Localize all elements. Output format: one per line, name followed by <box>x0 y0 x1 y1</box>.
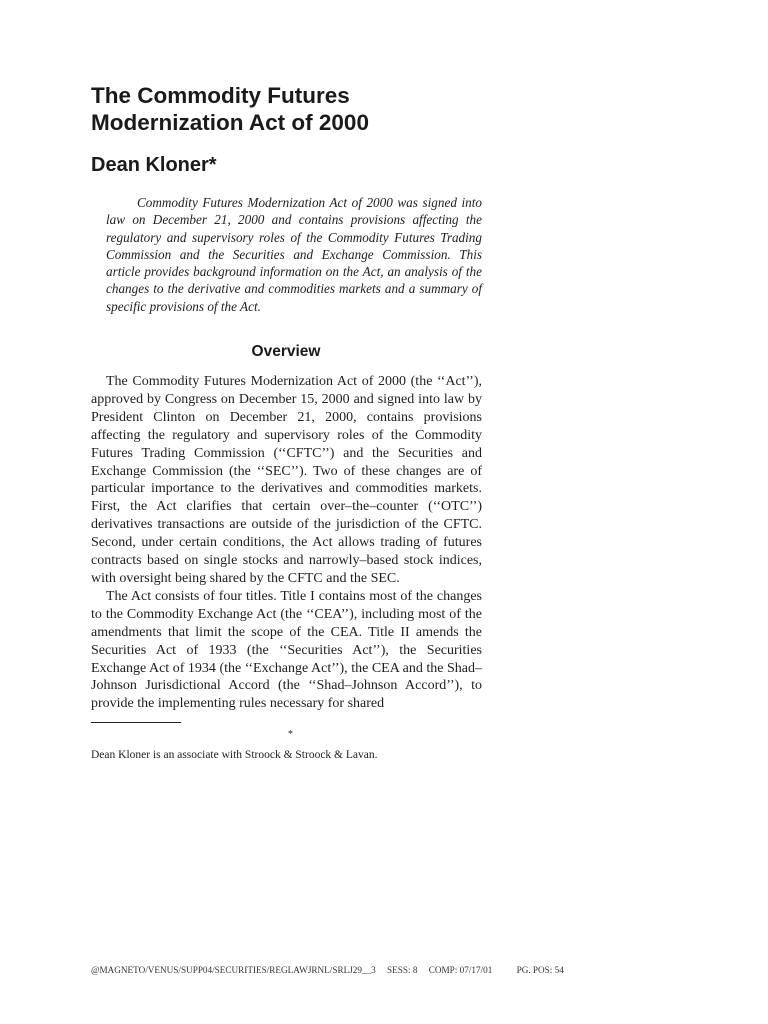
footnote-marker: * <box>288 729 293 740</box>
article-title <box>91 82 511 136</box>
footnote-rule <box>91 722 181 723</box>
body-paragraph-1: The Commodity Futures Modernization Act of 2000 (the ‘‘Act’’), approved by Congress on December 15, 2000 and signed into law by President Clinton on December 21, 2000, contains provisions affecting the regulatory and supervisory roles of the Commodity Futures Trading Commission (‘‘CFTC’’) and the Securities and Exchange Commission (the ‘‘SEC’’). Two of these changes are of particular importance to the derivatives and commodities markets. First, the Act clarifies that certain over–the–counter (‘‘OTC’’) derivatives transactions are outside of the jurisdiction of the CFTC. Second, under certain conditions, the Act allows trading of futures contracts based on single stocks and narrowly–based stock indices, with oversight being shared by the CFTC and the SEC. <box>91 374 482 586</box>
slug-path: @MAGNETO/VENUS/SUPP04/SECURITIES/REGLAWJRNL/SRLJ29__3 <box>91 965 376 975</box>
article-title-line-1: The Commodity Futures <box>91 83 350 108</box>
printer-slug <box>91 965 564 975</box>
slug-comp-date: COMP: 07/17/01 <box>428 965 493 975</box>
body-paragraph-2: The Act consists of four titles. Title I contains most of the changes to the Commodity Exchange Act (the ‘‘CEA’’), including most of the amendments that limit the scope of the CEA. Title II amends the Securities Act of 1933 (the ‘‘Securities Act’’), the Securities Exchange Act of 1934 (the ‘‘Exchange Act’’), the CEA and the Shad–Johnson Jurisdictional Accord (the ‘‘Shad–Johnson Accord’’), to provide the implementing rules necessary for shared <box>91 588 482 712</box>
article-title-line-2: Modernization Act of 2000 <box>91 110 369 135</box>
body-text <box>91 373 482 713</box>
footnote-text: Dean Kloner is an associate with Stroock & Stroock & Lavan. <box>91 749 378 761</box>
abstract: Commodity Futures Modernization Act of 2000 was signed into law on December 21, 2000 and contains provisions affecting the regulatory and supervisory roles of the Commodity Futures Trading Commission and the Securities and Exchange Commission. This article provides background information on the Act, an analysis of the changes to the derivative and commodities markets and a summary of specific provisions of the Act. <box>106 195 482 314</box>
slug-session: SESS: 8 <box>387 965 418 975</box>
slug-page-position: PG. POS: 54 <box>516 965 564 975</box>
author-name: Dean Kloner* <box>91 154 217 176</box>
section-heading-overview: Overview <box>251 343 321 360</box>
